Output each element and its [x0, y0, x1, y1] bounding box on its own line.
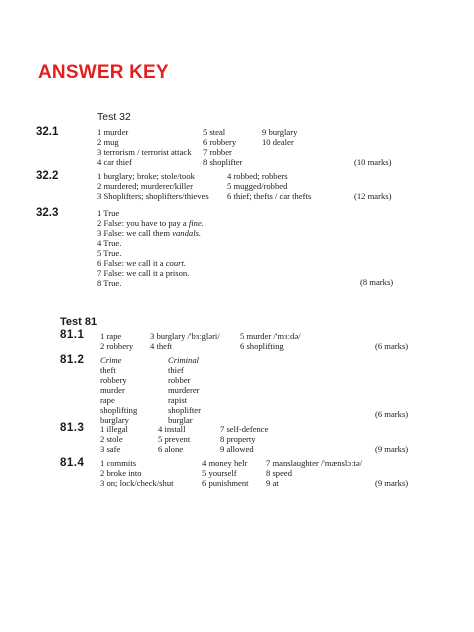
section-32-1-marks: (10 marks): [354, 157, 392, 167]
section-81-1-col3: [240, 331, 301, 351]
section-81-4-marks: (9 marks): [375, 478, 409, 488]
answer: burglary: [100, 415, 129, 425]
section-32-1-col1: [97, 127, 192, 167]
answer: 1 burglary; broke; stole/took: [97, 171, 195, 181]
section-81-1-col1: [100, 331, 133, 351]
column-header-criminal: Criminal: [168, 355, 200, 365]
answer: 6 thief; thefts / car thefts: [227, 191, 312, 201]
section-32-2-col2: [227, 171, 311, 201]
answer: 4 theft: [150, 341, 173, 351]
answer: 1 rape: [100, 331, 122, 341]
answer: theft: [100, 365, 116, 375]
section-81-4-col1: [100, 458, 174, 488]
answer: 5 steal: [203, 127, 226, 137]
answer: shoplifting: [100, 405, 138, 415]
section-32-1-number: 32.1: [36, 126, 59, 138]
column-header-crime: Crime: [100, 355, 122, 365]
section-81-4-col3: [266, 458, 362, 488]
section-81-3-marks: (9 marks): [375, 444, 409, 454]
section-32-3-marks: (8 marks): [360, 277, 394, 287]
answer: 8 True.: [97, 278, 122, 288]
answer: rapist: [168, 395, 188, 405]
answer: 5 murder /'mɜːdə/: [240, 331, 301, 341]
answer: 4 car thief: [97, 157, 132, 167]
answer: 8 shoplifter: [203, 157, 243, 167]
answer: 7 manslaughter /'mænslɔːtə/: [266, 458, 363, 468]
page-title: ANSWER KEY: [38, 62, 169, 83]
section-81-2-marks: (6 marks): [375, 409, 409, 419]
section-81-1-marks: (6 marks): [375, 341, 409, 351]
answer: 4 robbed; robbers: [227, 171, 288, 181]
test-32-heading: Test 32: [97, 111, 131, 123]
section-32-3-number: 32.3: [36, 207, 59, 219]
answer: 9 at: [266, 478, 279, 488]
section-32-1-col2: [203, 127, 242, 167]
answer: 5 prevent: [158, 434, 191, 444]
section-32-2-col1: [97, 171, 209, 201]
answer: burglar: [168, 415, 193, 425]
answer: 2 broke into: [100, 468, 142, 478]
answer: 4 money helr: [202, 458, 248, 468]
answer: 7 robber: [203, 147, 232, 157]
answer: 7 False: we call it a prison.: [97, 268, 190, 278]
answer: 6 punishment: [202, 478, 249, 488]
answer: 7 self-defence: [220, 424, 269, 434]
section-32-2-number: 32.2: [36, 170, 59, 182]
section-81-2-criminal-col: [168, 355, 201, 425]
answer: 8 speed: [266, 468, 293, 478]
section-32-1-col3: [262, 127, 297, 147]
answer: 1 True: [97, 208, 120, 218]
section-81-3-col3: [220, 424, 268, 454]
answer: robbery: [100, 375, 127, 385]
section-81-4-col2: [202, 458, 249, 488]
answer: 6 shoplifting: [240, 341, 284, 351]
test-81-heading: Test 81: [60, 316, 98, 328]
answer: 2 murdered; murderer/killer: [97, 181, 193, 191]
answer: 3 Shoplifters; shoplifters/thieves: [97, 191, 209, 201]
answer: 3 burglary /'bзːgləri/: [150, 331, 220, 341]
answer: murderer: [168, 385, 200, 395]
answer: 3 False: we call them vandals.: [97, 228, 202, 238]
answer: 5 mugged/robbed: [227, 181, 288, 191]
section-32-3-lines: [97, 208, 204, 288]
section-81-4-number: 81.4: [60, 457, 85, 469]
section-81-1-col2: [150, 331, 220, 351]
answer: 5 True.: [97, 248, 122, 258]
section-81-2-crime-col: [100, 355, 137, 425]
answer: 2 False: you have to pay a fine.: [97, 218, 204, 228]
section-81-3-col1: [100, 424, 128, 454]
answer: 1 commits: [100, 458, 137, 468]
answer: 3 safe: [100, 444, 121, 454]
section-32-2-marks: (12 marks): [354, 191, 392, 201]
answer: 2 robbery: [100, 341, 134, 351]
answer: 4 True.: [97, 238, 122, 248]
answer: 6 robbery: [203, 137, 237, 147]
answer: 9 burglary: [262, 127, 298, 137]
answer: 3 on; lock/check/shut: [100, 478, 174, 488]
answer: robber: [168, 375, 191, 385]
answer: murder: [100, 385, 125, 395]
answer: 4 install: [158, 424, 186, 434]
answer: rape: [100, 395, 115, 405]
answer: 6 False: we call it a court.: [97, 258, 187, 268]
answer: 2 mug: [97, 137, 119, 147]
answer: 8 property: [220, 434, 256, 444]
section-81-2-number: 81.2: [60, 354, 85, 366]
section-81-1-number: 81.1: [60, 329, 85, 341]
answer: 9 allowed: [220, 444, 254, 454]
answer: 10 dealer: [262, 137, 294, 147]
answer: thief: [168, 365, 184, 375]
answer: shoplifter: [168, 405, 201, 415]
answer: 2 stole: [100, 434, 123, 444]
answer: 1 illegal: [100, 424, 128, 434]
answer: 1 murder: [97, 127, 129, 137]
section-81-3-col2: [158, 424, 190, 454]
section-81-3-number: 81.3: [60, 422, 85, 434]
answer: 5 yourself: [202, 468, 237, 478]
answer: 3 terrorism / terrorist attack: [97, 147, 192, 157]
answer: 6 alone: [158, 444, 184, 454]
